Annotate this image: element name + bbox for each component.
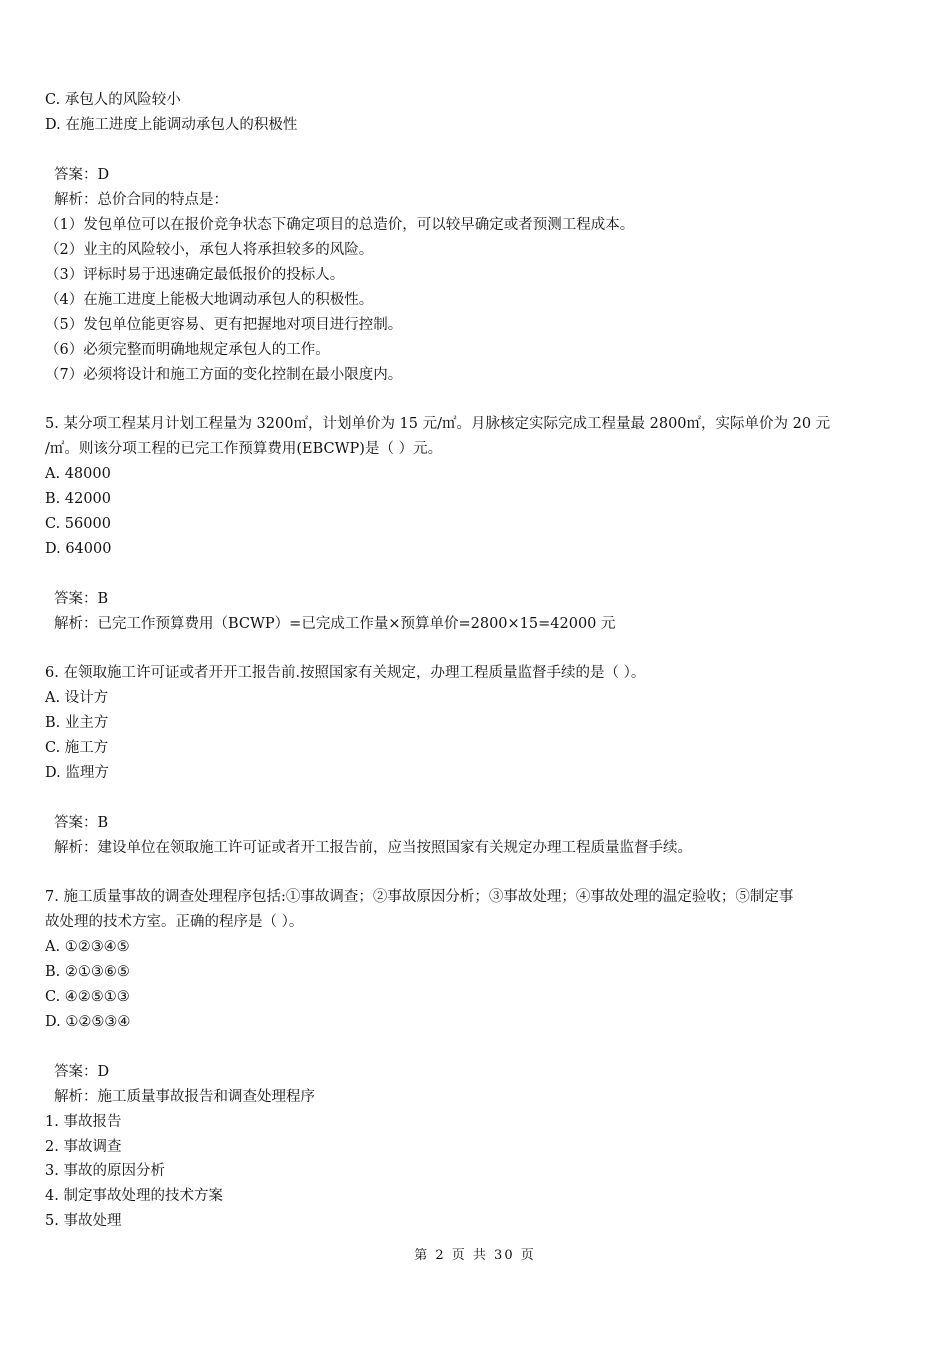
q5-option: D. 64000 [45,541,112,557]
q7-stem-line: 7. 施工质量事故的调查处理程序包括:①事故调查；②事故原因分析；③事故处理；④事故处理的温定验收；⑤制定事 [45,889,794,905]
q4-point: （4）在施工进度上能极大地调动承包人的积极性。 [45,292,374,308]
q4-point: （6）必须完整而明确地规定承包人的工作。 [45,342,330,358]
q5-answer: 答案：B [54,591,109,607]
q7-analysis-title: 解析：施工质量事故报告和调查处理程序 [54,1089,315,1105]
q5-stem-line: 5. 某分项工程某月计划工程量为 3200㎡，计划单价为 15 元/㎡。月脉核定实际完成工程量最 2800㎡，实际单价为 20 元 [45,416,831,432]
q4-point: （1）发包单位可以在报价竞争状态下确定项目的总造价，可以较早确定或者预测工程成本。 [45,217,635,233]
q4-answer: 答案：D [54,167,110,183]
q4-option-d: D. 在施工进度上能调动承包人的积极性 [45,117,298,133]
q7-option: B. ②①③⑥⑤ [45,964,130,980]
q7-option: D. ①②⑤③④ [45,1014,131,1030]
q5-option: C. 56000 [45,516,111,532]
q6-option: C. 施工方 [45,740,109,756]
q6-stem: 6. 在领取施工许可证或者开开工报告前.按照国家有关规定，办理工程质量监督手续的是（ ）。 [45,665,646,681]
q6-option: B. 业主方 [45,715,109,731]
q7-step: 4. 制定事故处理的技术方案 [45,1188,223,1204]
q4-point: （3）评标时易于迅速确定最低报价的投标人。 [45,267,345,283]
q5-stem-line: /㎡。则该分项工程的已完工作预算费用(EBCWP)是（ ）元。 [45,441,443,457]
q7-step: 2. 事故调查 [45,1139,122,1155]
q6-analysis: 解析：建设单位在领取施工许可证或者开工报告前，应当按照国家有关规定办理工程质量监督手续。 [54,840,692,856]
q4-point: （7）必须将设计和施工方面的变化控制在最小限度内。 [45,367,403,383]
q6-answer: 答案：B [54,815,109,831]
q7-step: 1. 事故报告 [45,1114,122,1130]
q4-point: （2）业主的风险较小，承包人将承担较多的风险。 [45,242,374,258]
q6-option: D. 监理方 [45,765,109,781]
q4-option-c: C. 承包人的风险较小 [45,92,181,108]
q5-analysis: 解析：已完工作预算费用（BCWP）=已完成工作量×预算单价=2800×15=42000 元 [54,616,616,632]
q7-stem-line: 故处理的技术方室。正确的程序是（ ）。 [45,914,304,930]
page-number-footer: 第 2 页 共 30 页 [414,1248,536,1263]
q7-option: C. ④②⑤①③ [45,989,130,1005]
q4-analysis-title: 解析：总价合同的特点是： [54,192,228,208]
q5-option: A. 48000 [45,466,111,482]
q5-option: B. 42000 [45,491,112,507]
q6-option: A. 设计方 [45,690,109,706]
q7-option: A. ①②③④⑤ [45,939,130,955]
q7-step: 3. 事故的原因分析 [45,1163,165,1179]
q7-answer: 答案：D [54,1064,110,1080]
q7-step: 5. 事故处理 [45,1213,122,1229]
q4-point: （5）发包单位能更容易、更有把握地对项目进行控制。 [45,317,403,333]
